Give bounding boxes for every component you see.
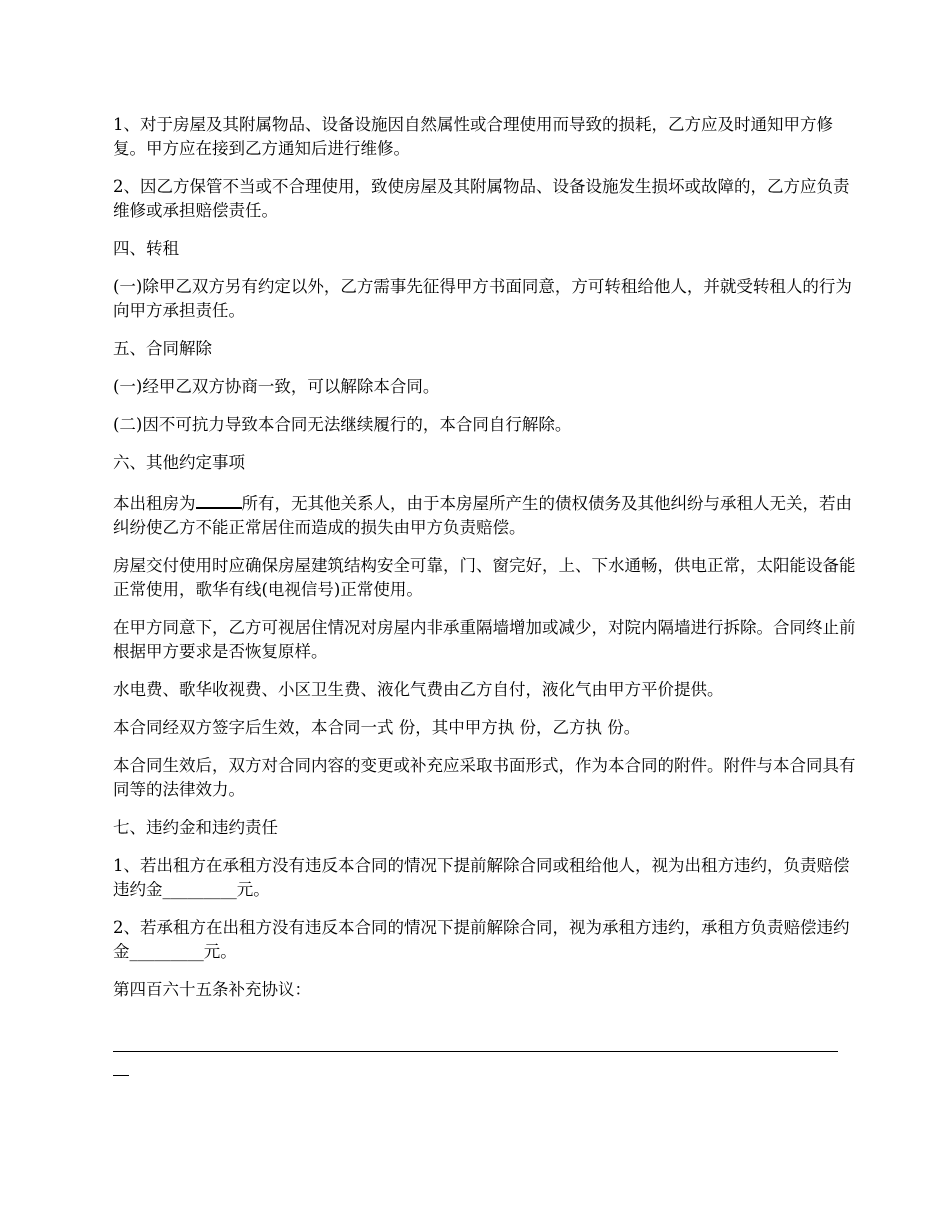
clause-repair-damage: 2、因乙方保管不当或不合理使用，致使房屋及其附属物品、设备设施发生损坏或故障的，乙方应负责维修或承担赔偿责任。 (113, 177, 850, 220)
clause-termination-mutual: (一)经甲乙双方协商一致，可以解除本合同。 (113, 377, 440, 396)
owner-blank-field (196, 489, 242, 509)
section-heading-other-terms: 六、其他约定事项 (113, 453, 245, 472)
clause-termination-force-majeure: (二)因不可抗力导致本合同无法继续履行的，本合同自行解除。 (113, 415, 572, 434)
clause-copies: 本合同经双方签字后生效，本合同一式 份，其中甲方执 份，乙方执 份。 (113, 718, 641, 737)
clause-ownership-lead: 本出租房为 (113, 494, 196, 513)
clause-ownership (113, 489, 858, 540)
clause-breach-lessee: 2、若承租方在出租方没有违反本合同的情况下提前解除合同，视为承租方违约，承租方负责赔偿违约金_________元。 (113, 918, 850, 961)
supplementary-agreement-label: 第四百六十五条补充协议： (113, 980, 311, 999)
section-heading-termination: 五、合同解除 (113, 339, 212, 358)
clause-sublease: (一)除甲乙双方另有约定以外，乙方需事先征得甲方书面同意，方可转租给他人，并就受转租人的行为向甲方承担责任。 (113, 277, 852, 320)
clause-breach-lessor: 1、若出租方在承租方没有违反本合同的情况下提前解除合同或租给他人，视为出租方违约，负责赔偿违约金_________元。 (113, 856, 850, 899)
supplementary-line-tail (113, 1075, 129, 1076)
clause-partition-walls: 在甲方同意下，乙方可视居住情况对房屋内非承重隔墙增加或减少，对院内隔墙进行拆除。合同终止前根据甲方要求是否恢复原样。 (113, 618, 856, 661)
clause-ownership-rest: 所有，无其他关系人，由于本房屋所产生的债权债务及其他纠纷与承租人无关，若由纠纷使乙方不能正常居住而造成的损失由甲方负责赔偿。 (113, 494, 852, 537)
clause-handover-condition: 房屋交付使用时应确保房屋建筑结构安全可靠，门、窗完好，上、下水通畅，供电正常，太阳能设备能正常使用，歌华有线(电视信号)正常使用。 (113, 556, 856, 599)
clause-repair-wear: 1、对于房屋及其附属物品、设备设施因自然属性或合理使用而导致的损耗，乙方应及时通知甲方修复。甲方应在接到乙方通知后进行维修。 (113, 115, 833, 158)
clause-utilities: 水电费、歌华收视费、小区卫生费、液化气费由乙方自付，液化气由甲方平价提供。 (113, 680, 724, 699)
supplementary-line (113, 1051, 838, 1052)
clause-amendments: 本合同生效后，双方对合同内容的变更或补充应采取书面形式，作为本合同的附件。附件与本合同具有同等的法律效力。 (113, 756, 856, 799)
section-heading-breach: 七、违约金和违约责任 (113, 818, 278, 837)
document-body (113, 113, 858, 1016)
section-heading-sublease: 四、转租 (113, 239, 179, 258)
